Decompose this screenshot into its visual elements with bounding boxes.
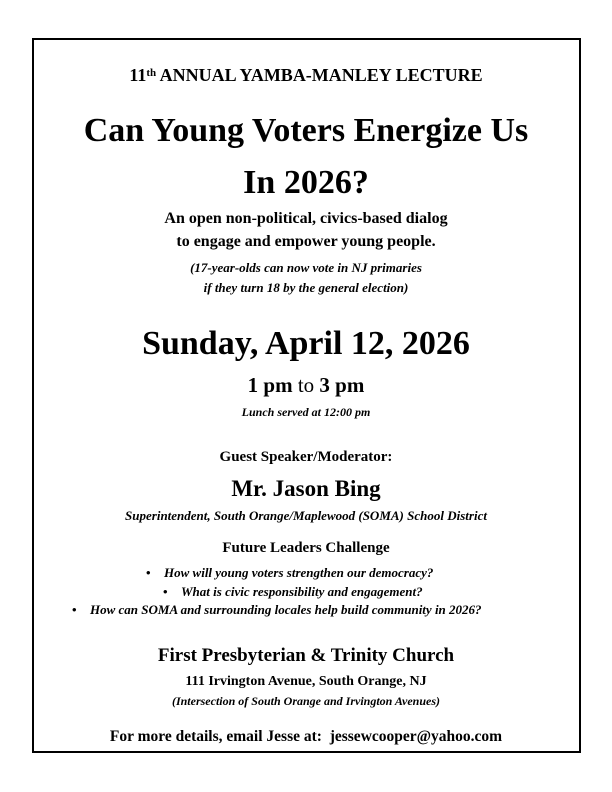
event-time	[0, 375, 612, 396]
time-start: 1 pm	[247, 373, 293, 397]
bullet-icon: •	[146, 565, 151, 580]
venue-name: First Presbyterian & Trinity Church	[157, 645, 455, 666]
contact-line	[0, 729, 612, 745]
speaker-label: Guest Speaker/Moderator:	[219, 449, 393, 465]
lecture-title-text: ANNUAL YAMBA-MANLEY LECTURE	[156, 65, 483, 85]
age-note-line-2: if they turn 18 by the general election)	[203, 280, 409, 295]
challenge-item-text: How will young voters strengthen our democracy?	[164, 565, 434, 580]
time-end: 3 pm	[319, 373, 365, 397]
event-date: Sunday, April 12, 2026	[142, 325, 470, 362]
intro-line-1: An open non-political, civics-based dialog	[164, 210, 448, 227]
venue-address: 111 Irvington Avenue, South Orange, NJ	[185, 674, 427, 689]
ordinal-number: 11	[129, 65, 147, 85]
challenge-item-text: How can SOMA and surrounding locales help build community in 2026?	[90, 602, 482, 617]
venue-intersection: (Intersection of South Orange and Irvington Avenues)	[171, 694, 441, 708]
bullet-icon: •	[163, 584, 168, 599]
challenge-item	[72, 603, 482, 616]
lecture-title	[0, 66, 612, 84]
headline-line-1: Can Young Voters Energize Us	[83, 112, 529, 149]
challenge-item-text: What is civic responsibility and engagement?	[181, 584, 423, 599]
lunch-note: Lunch served at 12:00 pm	[241, 405, 371, 419]
speaker-role: Superintendent, South Orange/Maplewood (SOMA) School District	[125, 508, 487, 523]
speaker-name: Mr. Jason Bing	[231, 476, 381, 501]
bullet-icon: •	[72, 602, 77, 617]
ordinal-suffix: th	[146, 67, 157, 79]
challenge-item	[146, 566, 433, 579]
headline-line-2: In 2026?	[243, 164, 369, 201]
age-note-line-1: (17-year-olds can now vote in NJ primaries	[190, 260, 422, 275]
time-separator: to	[292, 373, 320, 397]
contact-prefix: For more details, email Jesse at:	[109, 728, 330, 745]
challenge-heading: Future Leaders Challenge	[222, 540, 390, 556]
challenge-item	[163, 585, 423, 598]
contact-email-link[interactable]: jessewcooper@yahoo.com	[329, 728, 503, 745]
intro-line-2: to engage and empower young people.	[176, 233, 436, 250]
